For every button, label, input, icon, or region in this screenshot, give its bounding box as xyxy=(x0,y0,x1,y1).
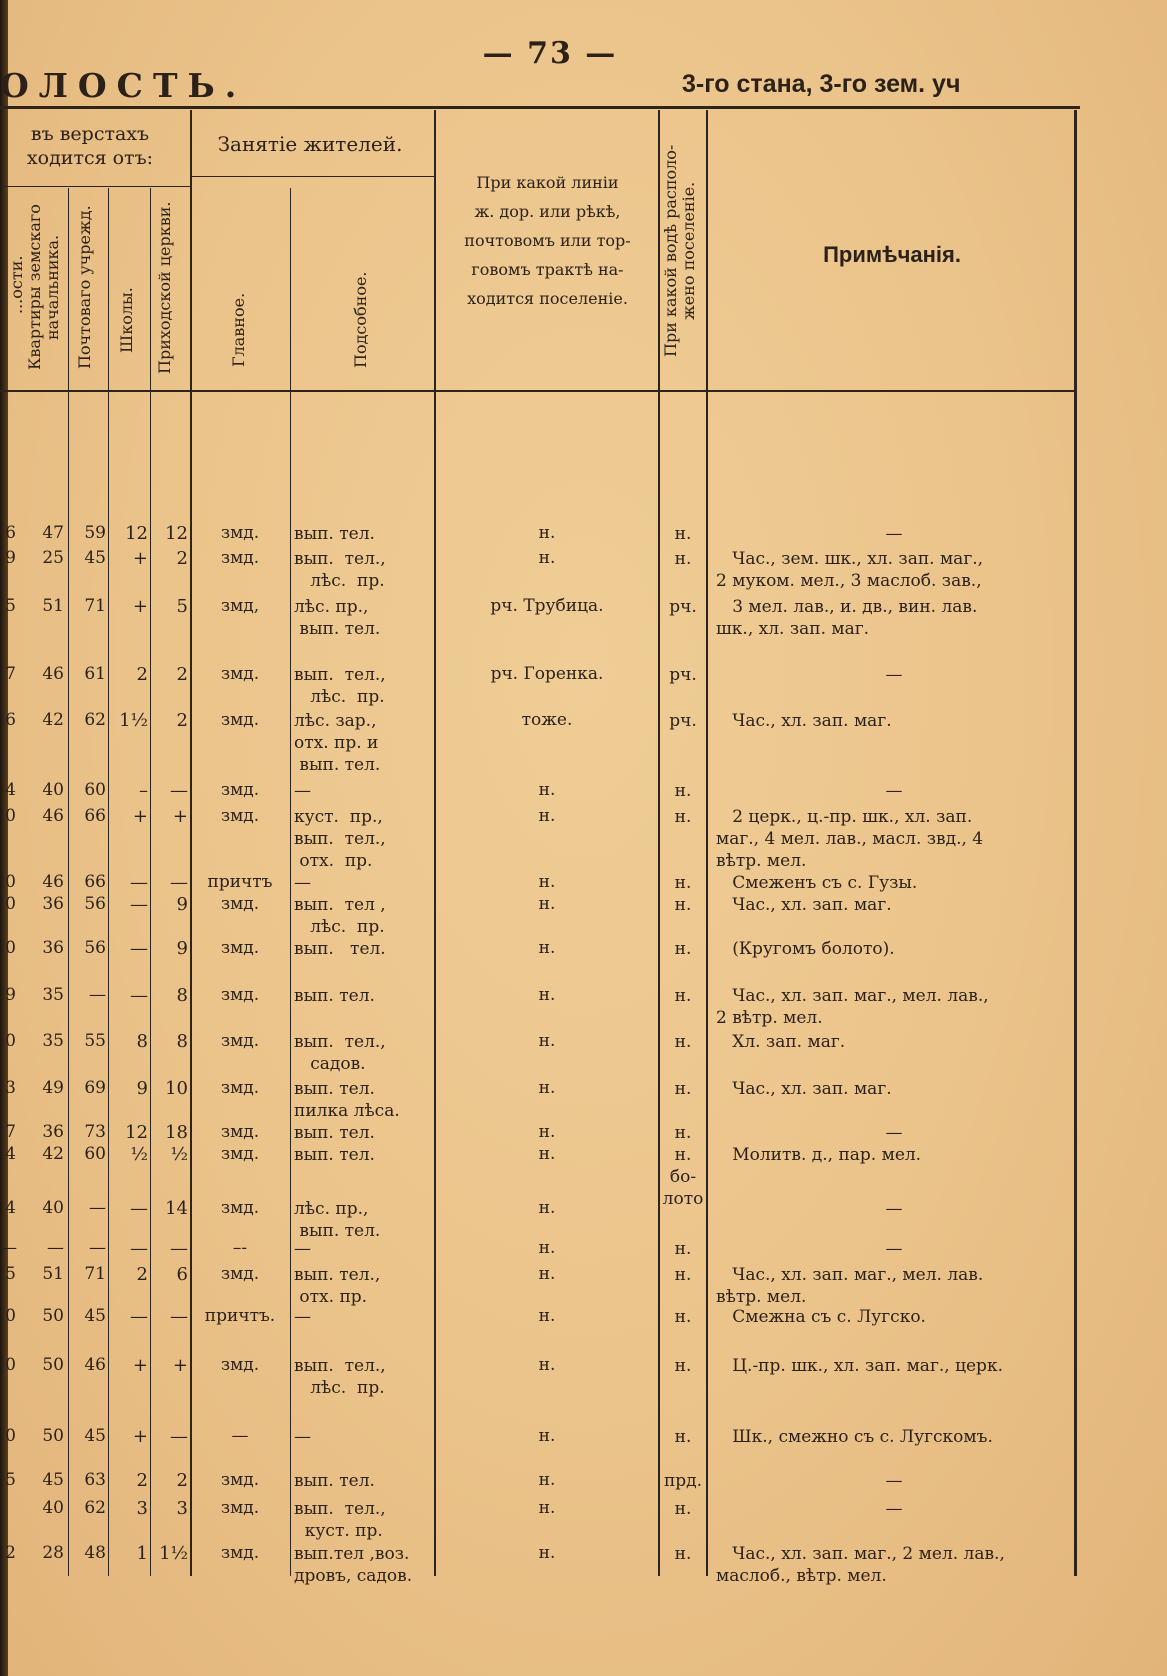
cell-water: рч. xyxy=(669,711,697,731)
cell-b: 62 xyxy=(84,710,106,730)
col-header-water: При какой водѣ располо- жено поселеніе. xyxy=(661,144,698,358)
cell-s: 8 xyxy=(136,1031,148,1052)
cell-note: Ц.-пр. шк., хл. зап. маг., церк. xyxy=(716,1356,1003,1376)
cell-water: н. бо- лото xyxy=(662,1145,704,1209)
cell-b: 61 xyxy=(84,664,106,684)
cell-a: 42 xyxy=(42,710,64,730)
cell-s: ½ xyxy=(130,1144,148,1165)
cell-b: 60 xyxy=(84,1144,106,1164)
cell-ch: 8 xyxy=(176,985,188,1006)
cell-aux: вып. тел. xyxy=(294,986,375,1006)
cell-a: 42 xyxy=(42,1144,64,1164)
cell-aux: вып.тел ,воз. дровъ, садов. xyxy=(294,1544,413,1586)
cell-main: змд. xyxy=(220,1122,260,1142)
cell-a: 51 xyxy=(42,596,64,616)
cell-note: — xyxy=(885,524,903,544)
cell-ch: — xyxy=(170,1306,188,1327)
cell-y: 0 xyxy=(5,806,16,826)
cell-a: 28 xyxy=(42,1543,64,1563)
cell-water: н. xyxy=(674,1032,692,1052)
cell-ch: + xyxy=(172,806,188,827)
cell-main: змд. xyxy=(220,1543,260,1563)
occupation-group-header: Занятіе жителей. xyxy=(217,132,403,156)
cell-ch: 1½ xyxy=(159,1543,188,1564)
cell-line: н. xyxy=(538,985,556,1005)
cell-y: 0 xyxy=(5,872,16,892)
cell-aux: вып. тел., садов. xyxy=(294,1032,386,1074)
cell-main: змд. xyxy=(220,894,260,914)
cell-aux: — xyxy=(294,1239,311,1259)
header-bottom-rule xyxy=(0,390,1077,392)
cell-y: 3 xyxy=(5,1078,16,1098)
cell-b: 63 xyxy=(84,1470,106,1490)
cell-y: 7 xyxy=(5,1122,16,1142)
cell-line: н. xyxy=(538,1031,556,1051)
cell-aux: вып. тел., лѣс. пр. xyxy=(294,1356,386,1398)
cell-b: 59 xyxy=(84,523,106,543)
cell-a: 36 xyxy=(42,1122,64,1142)
cell-aux: вып. тел., лѣс. пр. xyxy=(294,665,386,707)
cell-note: Молитв. д., пар. мел. xyxy=(716,1145,922,1165)
cell-note: Смеженъ съ с. Гузы. xyxy=(716,873,918,893)
cell-aux: вып. тел , лѣс. пр. xyxy=(294,895,386,937)
grid-hline xyxy=(190,176,434,177)
grid-vline xyxy=(290,188,291,1576)
cell-line: н. xyxy=(538,1122,556,1142)
col-header-partial: ...ости. xyxy=(7,255,26,315)
cell-water: н. xyxy=(674,1427,692,1447)
cell-aux: лѣс. пр., вып. тел. xyxy=(294,1199,381,1241)
cell-b: 60 xyxy=(84,780,106,800)
cell-ch: 12 xyxy=(165,523,188,544)
cell-line: н. xyxy=(538,872,556,892)
cell-note: Час., хл. зап. маг., 2 мел. лав., маслоб., вѣтр. мел. xyxy=(716,1544,1005,1586)
cell-b: 56 xyxy=(84,894,106,914)
col-header-main: Главное. xyxy=(229,292,248,368)
cell-ch: 3 xyxy=(176,1498,188,1519)
cell-a: 40 xyxy=(42,1198,64,1218)
cell-note: Час., хл. зап. маг. xyxy=(716,711,892,731)
cell-water: н. xyxy=(674,524,692,544)
cell-note: — xyxy=(885,1239,903,1259)
cell-ch: 2 xyxy=(176,548,188,569)
cell-b: 66 xyxy=(84,806,106,826)
col-header-post: Почтоваго учрежд. xyxy=(75,205,94,370)
cell-a: 50 xyxy=(42,1426,64,1446)
cell-s: + xyxy=(132,1426,148,1447)
cell-ch: — xyxy=(170,1426,188,1447)
cell-line: н. xyxy=(538,523,556,543)
cell-water: н. xyxy=(674,1123,692,1143)
cell-ch: 14 xyxy=(165,1198,188,1219)
cell-water: н. xyxy=(674,1499,692,1519)
cell-aux: вып. тел., куст. пр. xyxy=(294,1499,386,1541)
cell-a: 46 xyxy=(42,664,64,684)
cell-main: причтъ xyxy=(207,872,273,892)
cell-note: — xyxy=(885,1499,903,1519)
cell-b: 46 xyxy=(84,1355,106,1375)
cell-b: — xyxy=(89,985,106,1005)
cell-a: 40 xyxy=(42,1498,64,1518)
cell-line: рч. Трубица. xyxy=(490,596,604,616)
cell-main: змд. xyxy=(220,1264,260,1284)
cell-main: змд. xyxy=(220,1198,260,1218)
cell-s: — xyxy=(130,1198,148,1219)
cell-water: н. xyxy=(674,1307,692,1327)
cell-ch: 2 xyxy=(176,710,188,731)
cell-aux: вып. тел. xyxy=(294,939,386,959)
cell-main: змд. xyxy=(220,1144,260,1164)
cell-b: 45 xyxy=(84,1306,106,1326)
cell-s: + xyxy=(132,596,148,617)
cell-y: — xyxy=(0,1238,17,1258)
page-number: — 73 — xyxy=(482,36,618,71)
cell-note: Хл. зап. маг. xyxy=(716,1032,846,1052)
cell-water: н. xyxy=(674,1544,692,1564)
cell-water: н. xyxy=(674,873,692,893)
distance-group-header: въ верстахъ ходится отъ: xyxy=(26,123,154,169)
cell-line: н. xyxy=(538,780,556,800)
cell-aux: вып. тел. xyxy=(294,1123,375,1143)
cell-a: 45 xyxy=(42,1470,64,1490)
cell-note: Час., хл. зап. маг., мел. лав. вѣтр. мел. xyxy=(716,1265,984,1307)
cell-main: змд. xyxy=(220,710,260,730)
cell-line: н. xyxy=(538,1498,556,1518)
cell-b: — xyxy=(89,1198,106,1218)
cell-b: 55 xyxy=(84,1031,106,1051)
cell-s: + xyxy=(132,806,148,827)
cell-note: Час., хл. зап. маг. xyxy=(716,1079,892,1099)
grid-vline xyxy=(1074,110,1077,1576)
cell-main: змд. xyxy=(220,1078,260,1098)
cell-ch: 10 xyxy=(165,1078,188,1099)
cell-main: змд. xyxy=(220,1470,260,1490)
cell-y: 6 xyxy=(5,710,16,730)
cell-note: Час., хл. зап. маг., мел. лав., 2 вѣтр. мел. xyxy=(716,986,989,1028)
cell-y: 0 xyxy=(5,1355,16,1375)
cell-a: 25 xyxy=(42,548,64,568)
cell-ch: ½ xyxy=(170,1144,188,1165)
cell-a: 40 xyxy=(42,780,64,800)
cell-a: 50 xyxy=(42,1306,64,1326)
cell-s: 9 xyxy=(136,1078,148,1099)
cell-water: н. xyxy=(674,1265,692,1285)
cell-aux: вып. тел., лѣс. пр. xyxy=(294,549,386,591)
cell-b: 62 xyxy=(84,1498,106,1518)
grid-vline xyxy=(706,110,708,1576)
cell-note: — xyxy=(885,781,903,801)
cell-note: — xyxy=(885,1471,903,1491)
cell-s: — xyxy=(130,894,148,915)
cell-note: 3 мел. лав., и. дв., вин. лав. шк., хл. зап. маг. xyxy=(716,597,978,639)
cell-line: н. xyxy=(538,1078,556,1098)
cell-b: 71 xyxy=(84,1264,106,1284)
cell-b: 71 xyxy=(84,596,106,616)
cell-line: н. xyxy=(538,1198,556,1218)
cell-a: 50 xyxy=(42,1355,64,1375)
cell-water: н. xyxy=(674,986,692,1006)
col-header-church: Приходской церкви. xyxy=(155,201,174,374)
cell-ch: + xyxy=(172,1355,188,1376)
cell-line: рч. Горенка. xyxy=(490,664,604,684)
cell-line: н. xyxy=(538,1355,556,1375)
cell-a: 36 xyxy=(42,938,64,958)
cell-b: 73 xyxy=(84,1122,106,1142)
col-header-school: Школы. xyxy=(117,287,136,353)
cell-note: Смежна съ с. Лугско. xyxy=(716,1307,926,1327)
cell-water: н. xyxy=(674,781,692,801)
cell-y: 7 xyxy=(5,664,16,684)
cell-note: 2 церк., ц.-пр. шк., хл. зап. маг., 4 мел. лав., масл. звд., 4 вѣтр. мел. xyxy=(716,807,984,871)
cell-s: 1½ xyxy=(119,710,148,731)
cell-main: причтъ. xyxy=(204,1306,276,1326)
cell-note: Шк., смежно съ с. Лугскомъ. xyxy=(716,1427,993,1447)
cell-y: 5 xyxy=(5,596,16,616)
cell-water: н. xyxy=(674,807,692,827)
cell-y: 4 xyxy=(5,780,16,800)
cell-main: змд. xyxy=(220,548,260,568)
cell-line: н. xyxy=(538,806,556,826)
cell-water: н. xyxy=(674,1079,692,1099)
header-rule xyxy=(0,106,1080,109)
cell-aux: вып. тел. xyxy=(294,524,375,544)
cell-y: 9 xyxy=(5,548,16,568)
cell-y: 0 xyxy=(5,1031,16,1051)
cell-y: 0 xyxy=(5,938,16,958)
cell-aux: — xyxy=(294,1307,311,1327)
cell-ch: — xyxy=(170,1238,188,1259)
cell-y: 6 xyxy=(5,523,16,543)
cell-line: н. xyxy=(538,548,556,568)
cell-s: 12 xyxy=(125,1122,148,1143)
cell-b: 69 xyxy=(84,1078,106,1098)
cell-main: змд. xyxy=(220,523,260,543)
cell-main: змд. xyxy=(220,1355,260,1375)
cell-note: Час., хл. зап. маг. xyxy=(716,895,892,915)
cell-main: змд. xyxy=(220,985,260,1005)
cell-main: змд. xyxy=(220,780,260,800)
grid-hline xyxy=(0,186,190,187)
cell-b: — xyxy=(89,1238,106,1258)
cell-a: 46 xyxy=(42,872,64,892)
col-header-aux: Подсобное. xyxy=(351,271,370,369)
col-header-notes: Примѣчанія. xyxy=(823,242,961,267)
cell-y: 5 xyxy=(5,1264,16,1284)
cell-s: 2 xyxy=(136,1264,148,1285)
page-binding-edge xyxy=(0,0,8,1676)
cell-main: змд. xyxy=(220,938,260,958)
cell-s: + xyxy=(132,1355,148,1376)
cell-y: 9 xyxy=(5,985,16,1005)
cell-s: — xyxy=(130,1306,148,1327)
cell-s: — xyxy=(130,985,148,1006)
cell-a: 46 xyxy=(42,806,64,826)
cell-a: 35 xyxy=(42,1031,64,1051)
cell-water: н. xyxy=(674,1239,692,1259)
cell-line: н. xyxy=(538,1426,556,1446)
cell-note: Час., зем. шк., хл. зап. маг., 2 муком. мел., 3 маслоб. зав., xyxy=(716,549,984,591)
cell-line: н. xyxy=(538,1238,556,1258)
cell-s: – xyxy=(139,780,148,801)
cell-ch: — xyxy=(170,872,188,893)
cell-main: змд. xyxy=(220,664,260,684)
cell-aux: вып. тел. xyxy=(294,1471,375,1491)
col-header-line: При какой линіи ж. дор. или рѣкѣ, почтовомъ или тор- говомъ трактѣ на- ходится поселеніе. xyxy=(464,173,631,308)
cell-water: рч. xyxy=(669,597,697,617)
cell-s: 2 xyxy=(136,664,148,685)
cell-main: змд. xyxy=(220,806,260,826)
cell-note: — xyxy=(885,1123,903,1143)
cell-aux: лѣс. зар., отх. пр. и вып. тел. xyxy=(294,711,381,775)
cell-main: змд, xyxy=(220,596,260,616)
volost-heading: ОЛОСТЬ. xyxy=(0,66,247,105)
cell-line: н. xyxy=(538,1543,556,1563)
cell-water: прд. xyxy=(663,1471,703,1491)
cell-y: 4 xyxy=(5,1198,16,1218)
cell-note: — xyxy=(885,1199,903,1219)
cell-note: — xyxy=(885,665,903,685)
cell-ch: 2 xyxy=(176,1470,188,1491)
cell-aux: — xyxy=(294,873,311,893)
cell-note: (Кругомъ болото). xyxy=(716,939,895,959)
cell-s: — xyxy=(130,938,148,959)
cell-line: н. xyxy=(538,938,556,958)
cell-aux: куст. пр., вып. тел., отх. пр. xyxy=(294,807,386,871)
cell-b: 66 xyxy=(84,872,106,892)
cell-a: 51 xyxy=(42,1264,64,1284)
cell-main: змд. xyxy=(220,1498,260,1518)
cell-aux: лѣс. пр., вып. тел. xyxy=(294,597,381,639)
cell-y: 0 xyxy=(5,894,16,914)
cell-ch: 5 xyxy=(176,596,188,617)
cell-aux: — xyxy=(294,781,311,801)
grid-vline xyxy=(68,188,69,1576)
cell-y: 2 xyxy=(5,1543,16,1563)
cell-ch: 2 xyxy=(176,664,188,685)
cell-a: — xyxy=(47,1238,64,1258)
cell-ch: 6 xyxy=(176,1264,188,1285)
district-heading: 3-го стана, 3-го зем. уч xyxy=(682,70,961,98)
cell-b: 45 xyxy=(84,548,106,568)
cell-line: н. xyxy=(538,1470,556,1490)
cell-ch: 18 xyxy=(165,1122,188,1143)
cell-b: 48 xyxy=(84,1543,106,1563)
cell-line: н. xyxy=(538,1264,556,1284)
cell-b: 45 xyxy=(84,1426,106,1446)
cell-water: н. xyxy=(674,939,692,959)
cell-ch: — xyxy=(170,780,188,801)
cell-ch: 9 xyxy=(176,894,188,915)
cell-s: + xyxy=(132,548,148,569)
cell-b: 56 xyxy=(84,938,106,958)
cell-water: н. xyxy=(674,895,692,915)
cell-a: 36 xyxy=(42,894,64,914)
cell-a: 35 xyxy=(42,985,64,1005)
col-header-zemsky: Квартиры земскаго начальника. xyxy=(25,204,62,371)
cell-y: 5 xyxy=(5,1470,16,1490)
cell-water: н. xyxy=(674,549,692,569)
cell-line: тоже. xyxy=(521,710,573,730)
cell-ch: 9 xyxy=(176,938,188,959)
cell-s: 12 xyxy=(125,523,148,544)
cell-s: — xyxy=(130,1238,148,1259)
cell-aux: вып. тел. xyxy=(294,1145,375,1165)
cell-ch: 8 xyxy=(176,1031,188,1052)
cell-water: рч. xyxy=(669,665,697,685)
cell-main: змд. xyxy=(220,1031,260,1051)
cell-aux: вып. тел. пилка лѣса. xyxy=(294,1079,400,1121)
cell-s: 3 xyxy=(136,1498,148,1519)
cell-y: 0 xyxy=(5,1306,16,1326)
cell-water: н. xyxy=(674,1356,692,1376)
cell-aux: вып. тел., отх. пр. xyxy=(294,1265,381,1307)
cell-aux: — xyxy=(294,1427,311,1447)
cell-line: н. xyxy=(538,894,556,914)
grid-vline xyxy=(108,188,109,1576)
cell-a: 49 xyxy=(42,1078,64,1098)
cell-s: — xyxy=(130,872,148,893)
cell-main: — xyxy=(231,1426,249,1446)
cell-line: н. xyxy=(538,1144,556,1164)
cell-main: –- xyxy=(232,1238,248,1258)
cell-y: 4 xyxy=(5,1144,16,1164)
cell-line: н. xyxy=(538,1306,556,1326)
cell-a: 47 xyxy=(42,523,64,543)
cell-s: 1 xyxy=(136,1543,148,1564)
cell-y: 0 xyxy=(5,1426,16,1446)
cell-s: 2 xyxy=(136,1470,148,1491)
grid-vline xyxy=(150,188,151,1576)
